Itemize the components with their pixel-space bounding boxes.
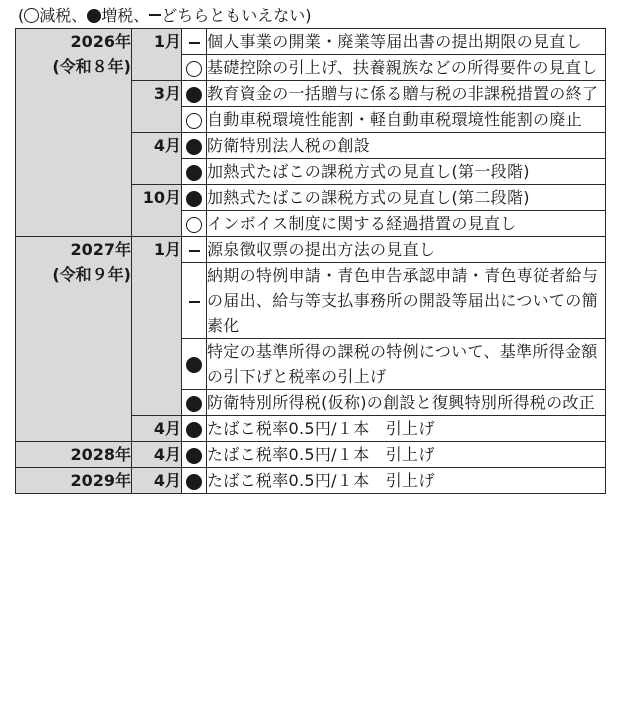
year-cell-2029: 2029年: [16, 468, 132, 494]
mark-cell: [182, 159, 207, 185]
mark-cell: [182, 416, 207, 442]
neutral-dash-icon: [189, 250, 200, 252]
increase-dot-icon: [87, 9, 101, 23]
decrease-circle-icon: [186, 113, 202, 129]
item-text: 納期の特例申請・青色申告承認申請・青色専従者給与の届出、給与等支払事務所の開設等届出についての簡素化: [207, 263, 606, 339]
era-label: (令和９年): [52, 265, 131, 284]
item-text: 特定の基準所得の課税の特例について、基準所得金額の引下げと税率の引上げ: [207, 339, 606, 390]
neutral-dash-icon: [189, 42, 200, 44]
increase-dot-icon: [186, 448, 202, 464]
item-text: 自動車税環境性能割・軽自動車税環境性能割の廃止: [207, 107, 606, 133]
month-cell: 1月: [132, 29, 182, 81]
increase-dot-icon: [186, 422, 202, 438]
legend-open-paren: (: [18, 6, 25, 25]
neutral-dash-icon: [149, 14, 161, 16]
table-row: [16, 237, 606, 263]
year-label: 2026年: [70, 32, 131, 51]
item-text: 教育資金の一括贈与に係る贈与税の非課税措置の終了: [207, 81, 606, 107]
mark-cell: [182, 263, 207, 339]
increase-dot-icon: [186, 396, 202, 412]
item-text: 加熱式たばこの課税方式の見直し(第一段階): [207, 159, 606, 185]
item-text: インボイス制度に関する経過措置の見直し: [207, 211, 606, 237]
increase-dot-icon: [186, 139, 202, 155]
mark-cell: [182, 390, 207, 416]
table-row: [16, 29, 606, 55]
year-label: 2027年: [70, 240, 131, 259]
mark-cell: [182, 237, 207, 263]
month-cell: 4月: [132, 133, 182, 185]
increase-dot-icon: [186, 191, 202, 207]
legend-increase-label: 増税、: [101, 6, 150, 25]
increase-dot-icon: [186, 165, 202, 181]
legend-neutral-label: どちらともいえない: [161, 6, 306, 25]
increase-dot-icon: [186, 357, 202, 373]
mark-cell: [182, 55, 207, 81]
mark-cell: [182, 339, 207, 390]
legend-close-paren: ): [305, 6, 312, 25]
mark-cell: [182, 442, 207, 468]
mark-cell: [182, 29, 207, 55]
era-label: (令和８年): [52, 57, 131, 76]
legend: [18, 4, 312, 28]
table-row: [16, 442, 606, 468]
month-cell: 4月: [132, 468, 182, 494]
month-cell: 1月: [132, 237, 182, 416]
tax-schedule-table: [15, 28, 606, 494]
item-text: たばこ税率0.5円/１本 引上げ: [207, 468, 606, 494]
item-text: 基礎控除の引上げ、扶養親族などの所得要件の見直し: [207, 55, 606, 81]
decrease-circle-icon: [24, 8, 39, 23]
item-text: 加熱式たばこの課税方式の見直し(第二段階): [207, 185, 606, 211]
mark-cell: [182, 133, 207, 159]
decrease-circle-icon: [186, 217, 202, 233]
item-text: 個人事業の開業・廃業等届出書の提出期限の見直し: [207, 29, 606, 55]
month-cell: 4月: [132, 416, 182, 442]
table-row: [16, 468, 606, 494]
year-cell-2027: [16, 237, 132, 442]
mark-cell: [182, 81, 207, 107]
year-cell-2026: [16, 29, 132, 237]
mark-cell: [182, 107, 207, 133]
month-cell: 3月: [132, 81, 182, 133]
mark-cell: [182, 468, 207, 494]
month-cell: 10月: [132, 185, 182, 237]
increase-dot-icon: [186, 87, 202, 103]
neutral-dash-icon: [189, 301, 200, 303]
mark-cell: [182, 211, 207, 237]
mark-cell: [182, 185, 207, 211]
item-text: 防衛特別所得税(仮称)の創設と復興特別所得税の改正: [207, 390, 606, 416]
item-text: 源泉徴収票の提出方法の見直し: [207, 237, 606, 263]
item-text: 防衛特別法人税の創設: [207, 133, 606, 159]
item-text: たばこ税率0.5円/１本 引上げ: [207, 442, 606, 468]
month-cell: 4月: [132, 442, 182, 468]
year-cell-2028: 2028年: [16, 442, 132, 468]
item-text: たばこ税率0.5円/１本 引上げ: [207, 416, 606, 442]
legend-decrease-label: 減税、: [39, 6, 88, 25]
increase-dot-icon: [186, 474, 202, 490]
decrease-circle-icon: [186, 61, 202, 77]
